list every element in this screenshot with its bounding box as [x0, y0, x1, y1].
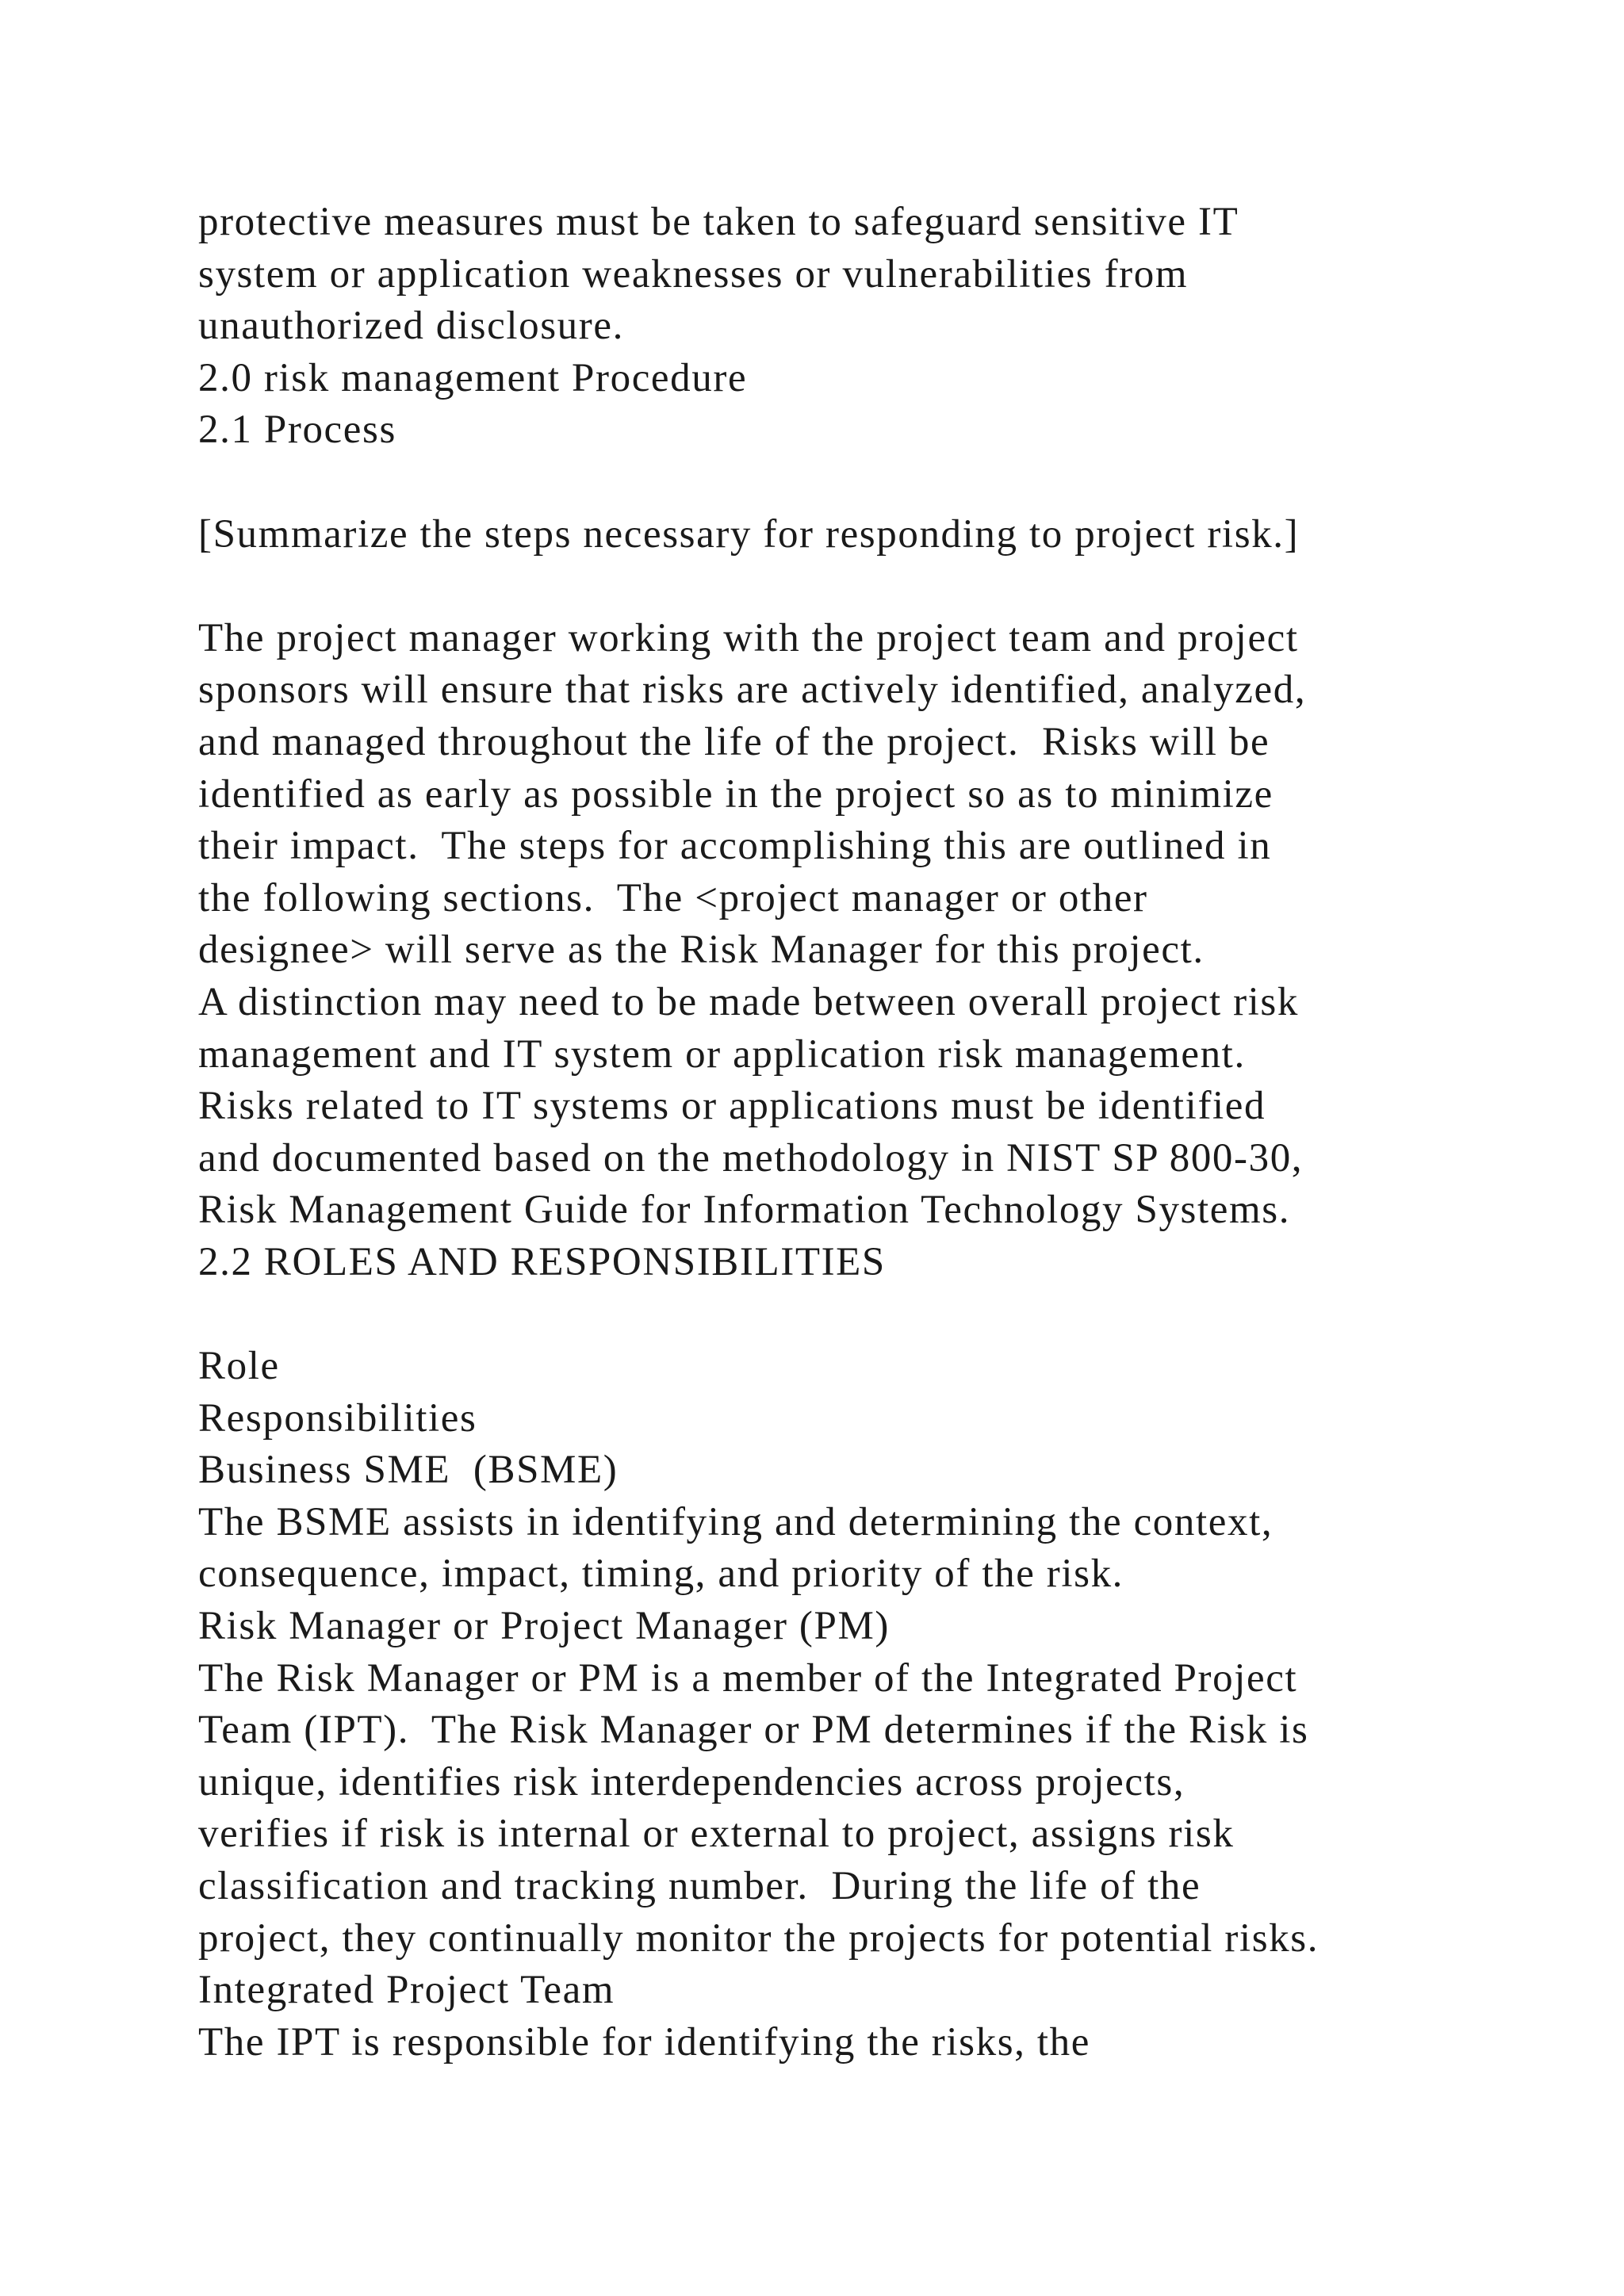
- text-line: The project manager working with the project team and project: [198, 615, 1299, 660]
- text-line: identified as early as possible in the project so as to minimize: [198, 771, 1274, 817]
- section-heading: 2.0 risk management Procedure: [198, 355, 748, 400]
- role-responsibility: verifies if risk is internal or external to project, assigns risk: [198, 1812, 1235, 1857]
- blank-line: [198, 561, 1546, 613]
- table-header-responsibilities: Responsibilities: [198, 1395, 477, 1441]
- subsection-heading: 2.2 ROLES AND RESPONSIBILITIES: [198, 1239, 886, 1284]
- text-line: and managed throughout the life of the project. Risks will be: [198, 719, 1270, 764]
- instruction-text: [Summarize the steps necessary for responding to project risk.]: [198, 511, 1300, 557]
- role-responsibility: The Risk Manager or PM is a member of the Integrated Project: [198, 1655, 1298, 1701]
- text-line: and documented based on the methodology in NIST SP 800-30,: [198, 1135, 1304, 1181]
- text-line: system or application weaknesses or vulnerabilities from: [198, 251, 1189, 297]
- text-line: A distinction may need to be made between overall project risk: [198, 979, 1299, 1024]
- role-responsibility: The IPT is responsible for identifying the risks, the: [198, 2019, 1090, 2064]
- blank-line: [198, 1288, 1546, 1341]
- role-name: Integrated Project Team: [198, 1968, 615, 2013]
- role-responsibility: Team (IPT). The Risk Manager or PM determines if the Risk is: [198, 1708, 1309, 1753]
- text-line: designee> will serve as the Risk Manager for this project.: [198, 928, 1205, 973]
- blank-line: [198, 457, 1546, 509]
- role-responsibility: consequence, impact, timing, and priority of the risk.: [198, 1552, 1124, 1597]
- text-line: Risks related to IT systems or applications must be identified: [198, 1084, 1266, 1129]
- text-line: their impact. The steps for accomplishing this are outlined in: [198, 824, 1272, 869]
- text-line: management and IT system or application risk management.: [198, 1031, 1246, 1077]
- role-responsibility: project, they continually monitor the projects for potential risks.: [198, 1915, 1320, 1961]
- text-line: protective measures must be taken to safeguard sensitive IT: [198, 200, 1239, 244]
- text-line: sponsors will ensure that risks are actively identified, analyzed,: [198, 668, 1307, 713]
- role-responsibility: unique, identifies risk interdependencies across projects,: [198, 1759, 1185, 1804]
- role-responsibility: classification and tracking number. During the life of the: [198, 1864, 1201, 1908]
- text-line: unauthorized disclosure.: [198, 304, 624, 349]
- text-line: Risk Management Guide for Information Technology Systems.: [198, 1188, 1291, 1233]
- text-line: the following sections. The <project manager or other: [198, 875, 1148, 920]
- role-name: Business SME (BSME): [198, 1448, 619, 1493]
- table-header-role: Role: [198, 1344, 280, 1389]
- subsection-heading: 2.1 Process: [198, 408, 396, 453]
- role-name: Risk Manager or Project Manager (PM): [198, 1604, 890, 1649]
- role-responsibility: The BSME assists in identifying and determining the context,: [198, 1499, 1274, 1544]
- document-body: [198, 197, 1546, 2068]
